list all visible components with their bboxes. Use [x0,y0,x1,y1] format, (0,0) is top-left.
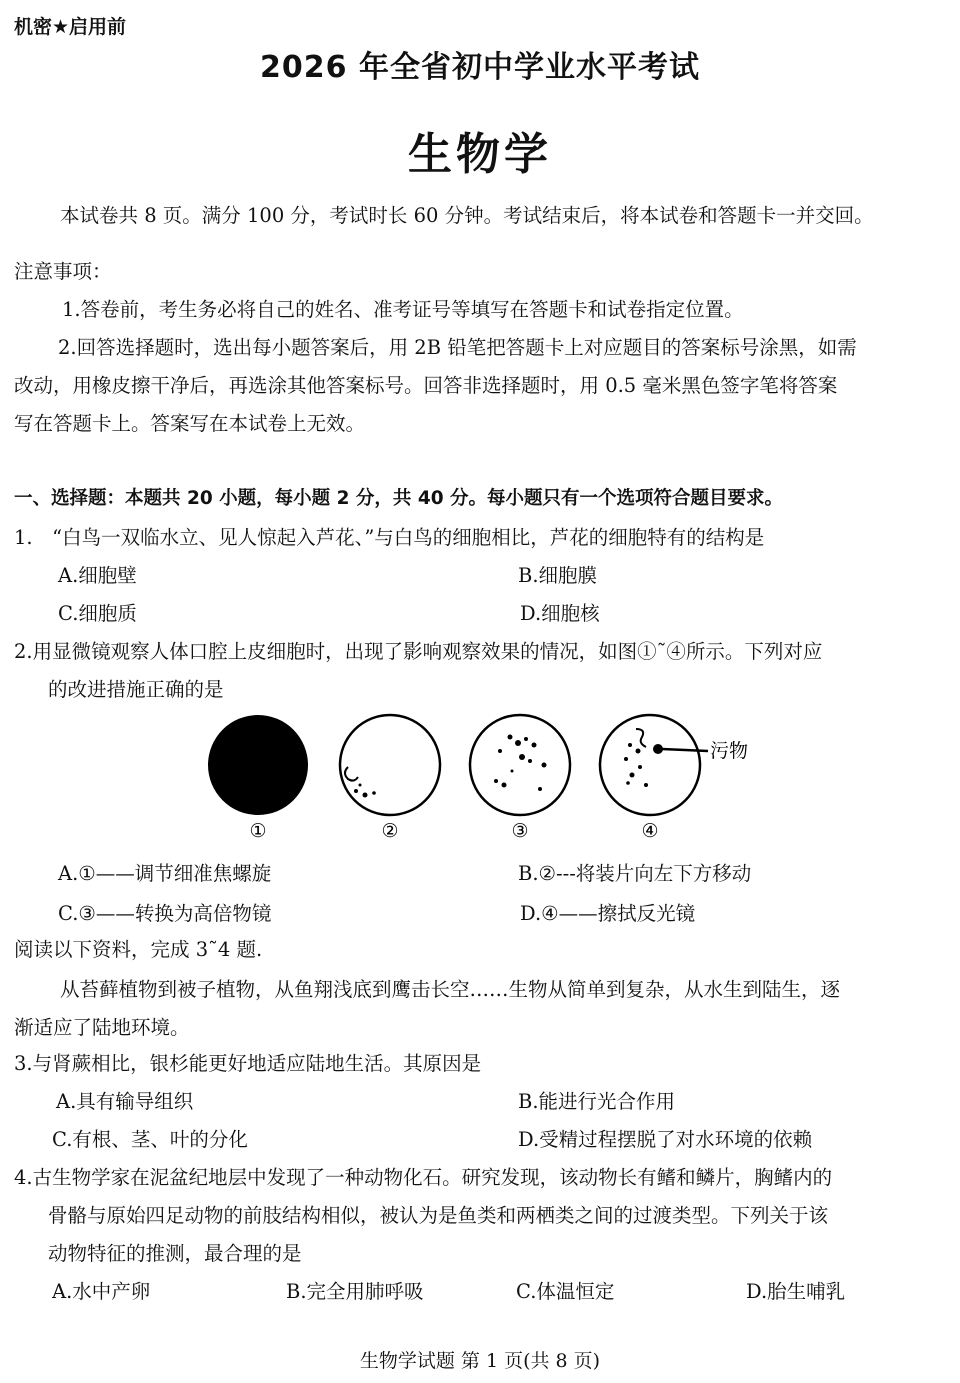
question-1-option-c[interactable]: C.细胞质 [58,602,137,625]
question-1-option-a[interactable]: A.细胞壁 [58,564,137,587]
question-4-option-c[interactable]: C.体温恒定 [516,1280,615,1303]
section-1-heading: 一、选择题：本题共 20 小题，每小题 2 分，共 40 分。每小题只有一个选项符合题目要求。 [14,488,784,509]
question-3-stem: 3.与肾蕨相比，银杉能更好地适应陆地生活。其原因是 [14,1052,482,1075]
notice-item-2-line-3: 写在答题卡上。答案写在本试卷上无效。 [14,412,366,435]
question-3-option-c[interactable]: C.有根、茎、叶的分化 [52,1128,248,1151]
figure-label-3: ③ [511,820,529,842]
dirt-label: 污物 [710,740,749,762]
exam-intro: 本试卷共 8 页。满分 100 分，考试时长 60 分钟。考试结束后，将本试卷和答题卡一并交回。 [60,204,874,227]
view-field-3 [470,715,570,815]
question-3-option-a[interactable]: A.具有输导组织 [56,1090,194,1113]
confidential-mark: 机密★启用前 [14,16,127,38]
view-field-1 [208,715,308,815]
view-field-4 [600,715,700,815]
question-1-option-d[interactable]: D.细胞核 [520,602,600,625]
question-2-stem-line-2: 的改进措施正确的是 [48,678,224,701]
question-4-stem-line-3: 动物特征的推测，最合理的是 [48,1242,302,1265]
small-cells-scattered [494,735,547,792]
notice-item-2-line-2: 改动，用橡皮擦干净后，再选涂其他答案标号。回答非选择题时，用 0.5 毫米黑色签字笔将答案 [14,374,838,397]
reading-passage-line-1: 从苔藓植物到被子植物，从鱼翔浅底到鹰击长空……生物从简单到复杂，从水生到陆生，逐 [60,978,841,1001]
pointer-line [662,749,708,751]
question-2-option-c[interactable]: C.③——转换为高倍物镜 [58,902,272,925]
subject-title: 生物学 [408,129,552,180]
figure-label-1: ① [249,820,267,842]
figure-label-2: ② [381,820,399,842]
question-1-option-b[interactable]: B.细胞膜 [518,564,598,587]
notice-item-1: 1.答卷前，考生务必将自己的姓名、准考证号等填写在答题卡和试卷指定位置。 [62,298,744,321]
question-2-stem-line-1: 2.用显微镜观察人体口腔上皮细胞时，出现了影响观察效果的情况，如图①˜④所示。下列对应 [14,640,823,663]
question-3-option-b[interactable]: B.能进行光合作用 [518,1090,676,1113]
notice-heading: 注意事项： [14,260,112,283]
question-4-option-b[interactable]: B.完全用肺呼吸 [286,1280,424,1303]
question-4-stem-line-1: 4.古生物学家在泥盆纪地层中发现了一种动物化石。研究发现，该动物长有鳍和鳞片，胸鳍内的 [14,1166,833,1189]
question-4-stem-line-2: 骨骼与原始四足动物的前肢结构相似，被认为是鱼类和两栖类之间的过渡类型。下列关于该 [48,1204,829,1227]
microscope-figure [200,705,770,845]
reading-passage-line-2: 渐适应了陆地环境。 [14,1016,190,1039]
dirt-spots [624,729,663,787]
question-2-option-d[interactable]: D.④——擦拭反光镜 [520,902,696,925]
notice-item-2-line-1: 2.回答选择题时，选出每小题答案后，用 2B 铅笔把答题卡上对应题目的答案标号涂黑，如需 [58,336,857,359]
reading-intro: 阅读以下资料，完成 3˜4 题. [14,938,263,961]
question-2-option-b[interactable]: B.②---将装片向左下方移动 [518,862,752,885]
question-2-option-a[interactable]: A.①——调节细准焦螺旋 [58,862,272,885]
question-1-stem: 1. “白鸟一双临水立、见人惊起入芦花、”与白鸟的细胞相比，芦花的细胞特有的结构是 [14,526,765,549]
question-3-option-d[interactable]: D.受精过程摆脱了对水环境的依赖 [518,1128,813,1151]
page-footer: 生物学试题 第 1 页(共 8 页) [359,1350,601,1372]
figure-label-4: ④ [641,820,659,842]
exam-title: 2026 年全省初中学业水平考试 [260,50,700,85]
question-4-option-a[interactable]: A.水中产卵 [52,1280,151,1303]
view-field-2 [340,715,440,815]
question-4-option-d[interactable]: D.胎生哺乳 [746,1280,846,1303]
